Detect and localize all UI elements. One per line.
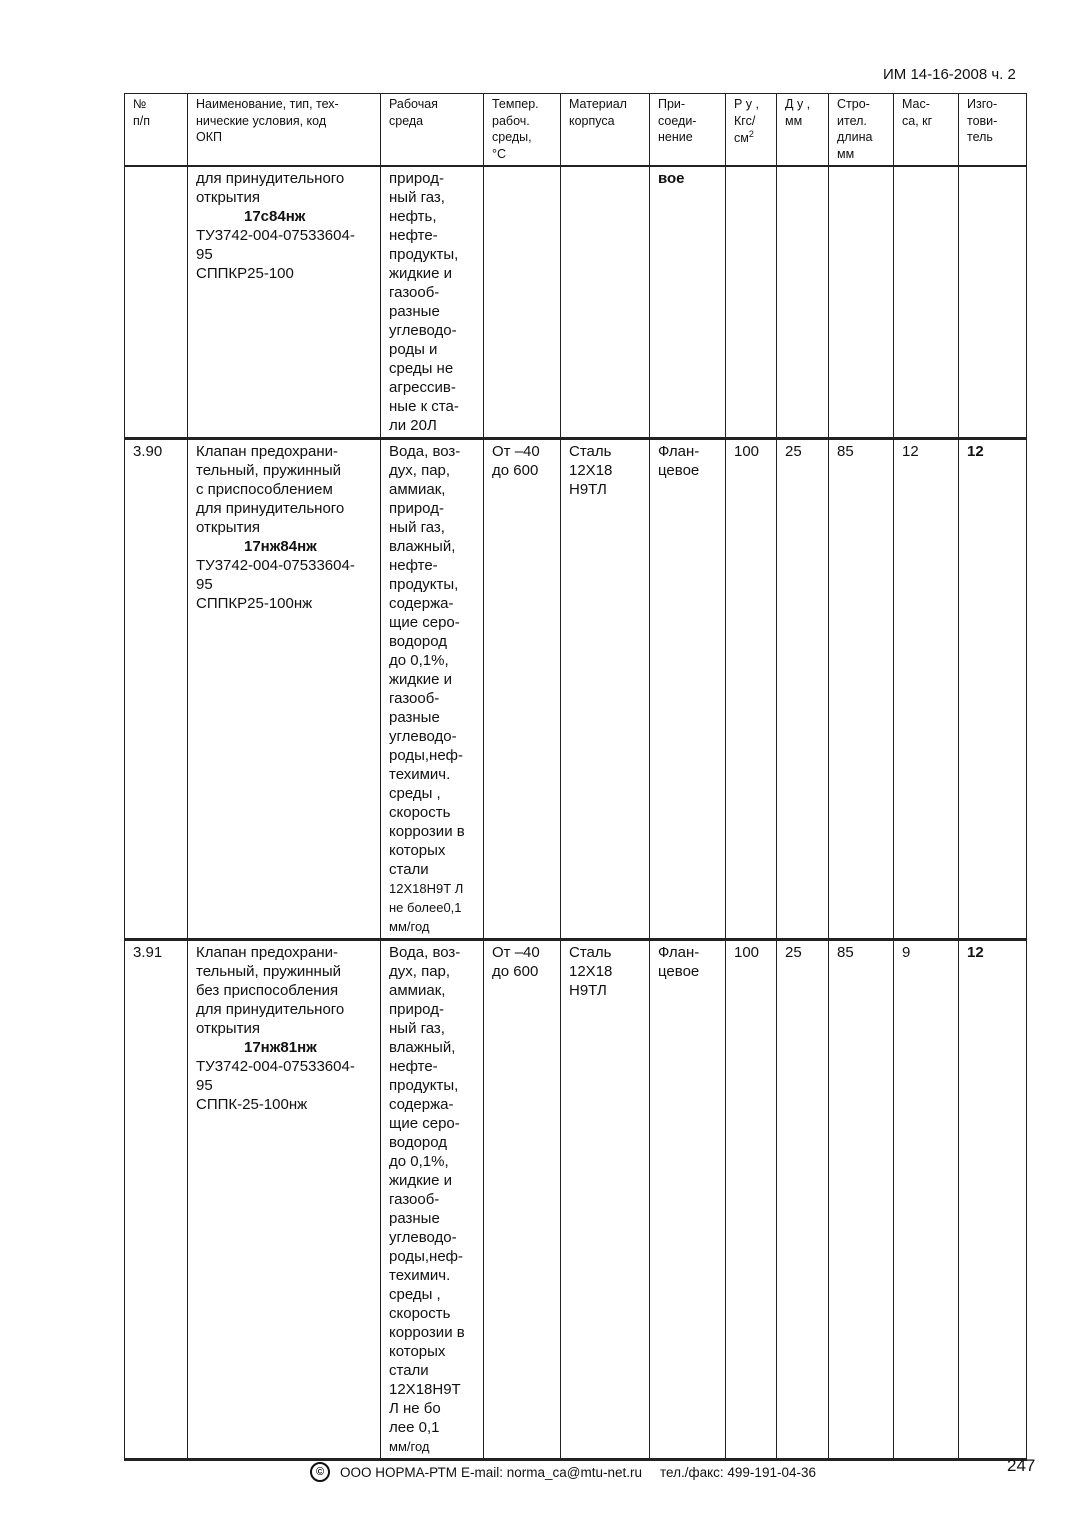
page-number: 247 bbox=[1007, 1456, 1036, 1475]
cell-length: 85 bbox=[829, 438, 894, 939]
model-code: 17с84нж bbox=[244, 207, 306, 225]
cell-material bbox=[561, 166, 650, 439]
model-code: 17нж84нж bbox=[244, 537, 317, 555]
header-material: Материал корпуса bbox=[561, 94, 650, 166]
copyright-icon: © bbox=[310, 1462, 330, 1482]
cell-diameter: 25 bbox=[777, 939, 829, 1459]
footer bbox=[310, 1462, 816, 1482]
footer-phone: тел./факс: 499-191-04-36 bbox=[660, 1464, 816, 1480]
header-pressure-label: Р у , Кгс/ см bbox=[734, 97, 760, 146]
cell-num: 3.91 bbox=[125, 939, 188, 1459]
footer-email: E-mail: norma_ca@mtu-net.ru bbox=[461, 1464, 643, 1480]
cell-connection: Флан- цевое bbox=[650, 939, 726, 1459]
header-medium: Рабочая среда bbox=[381, 94, 484, 166]
valve-spec-table bbox=[124, 93, 1027, 1461]
header-diameter: Д у , мм bbox=[777, 94, 829, 166]
header-name: Наименование, тип, тех- нические условия, код ОКП bbox=[188, 94, 381, 166]
spec-text: ТУ3742-004-07533604- 95 СППК-25-100нж bbox=[196, 1057, 355, 1113]
cell-mass bbox=[894, 166, 959, 439]
table-row bbox=[125, 939, 1027, 1459]
table-row bbox=[125, 438, 1027, 939]
cell-mass: 9 bbox=[894, 939, 959, 1459]
cell-pressure: 100 bbox=[726, 939, 777, 1459]
medium-text: Вода, воз- дух, пар, аммиак, природ- ный газ, влажный, нефте- продукты, содержа- щие серо- водород до 0,1%, жидкие и газооб- разные углеводо- роды,неф- техимич. среды , скорость коррозии в которых стали 12Х18Н9Т Л не бо лее 0,1 bbox=[389, 943, 465, 1436]
document-code: ИМ 14-16-2008 ч. 2 bbox=[883, 66, 1016, 83]
cell-maker: 12 bbox=[959, 939, 1027, 1459]
header-num: № п/п bbox=[125, 94, 188, 166]
cell-pressure: 100 bbox=[726, 438, 777, 939]
name-text: Клапан предохрани- тельный, пружинный с приспособлением для принудительного открытия bbox=[196, 442, 345, 536]
cell-temp: От –40 до 600 bbox=[484, 438, 561, 939]
cell-medium bbox=[381, 939, 484, 1459]
cell-material: Сталь 12Х18 Н9ТЛ bbox=[561, 438, 650, 939]
cell-material: Сталь 12Х18 Н9ТЛ bbox=[561, 939, 650, 1459]
name-text: Клапан предохрани- тельный, пружинный без приспособления для принудительного открытия bbox=[196, 943, 345, 1037]
table-header-row bbox=[125, 94, 1027, 166]
cell-maker bbox=[959, 166, 1027, 439]
header-pressure bbox=[726, 94, 777, 166]
footer-company: ООО НОРМА-РТМ bbox=[340, 1464, 457, 1480]
medium-text: природ- ный газ, нефть, нефте- продукты, жидкие и газооб- разные углеводо- роды и среды не агрессив- ные к ста- ли 20Л bbox=[389, 169, 459, 434]
medium-note: мм/год bbox=[389, 1438, 430, 1454]
spec-text: ТУ3742-004-07533604- 95 СППКР25-100 bbox=[196, 226, 355, 282]
cell-num: 3.90 bbox=[125, 438, 188, 939]
header-maker: Изго- тови- тель bbox=[959, 94, 1027, 166]
model-code: 17нж81нж bbox=[244, 1038, 317, 1056]
header-temp: Темпер. рабоч. среды, °С bbox=[484, 94, 561, 166]
cell-length bbox=[829, 166, 894, 439]
cell-name bbox=[188, 166, 381, 439]
header-connection: При- соеди- нение bbox=[650, 94, 726, 166]
header-pressure-sup: 2 bbox=[748, 129, 754, 140]
cell-medium bbox=[381, 438, 484, 939]
cell-name bbox=[188, 939, 381, 1459]
header-length: Стро- ител. длина мм bbox=[829, 94, 894, 166]
table-row bbox=[125, 166, 1027, 439]
medium-text: Вода, воз- дух, пар, аммиак, природ- ный газ, влажный, нефте- продукты, содержа- щие серо- водород до 0,1%, жидкие и газооб- разные углеводо- роды,неф- техимич. среды , скорость коррозии в которых стали bbox=[389, 442, 465, 878]
cell-length: 85 bbox=[829, 939, 894, 1459]
cell-pressure bbox=[726, 166, 777, 439]
medium-note: 12Х18Н9Т Л не более0,1 мм/год bbox=[389, 880, 464, 934]
cell-connection: Флан- цевое bbox=[650, 438, 726, 939]
cell-temp: От –40 до 600 bbox=[484, 939, 561, 1459]
cell-name bbox=[188, 438, 381, 939]
name-text: для принудительного открытия bbox=[196, 169, 345, 206]
cell-num bbox=[125, 166, 188, 439]
cell-connection: вое bbox=[650, 166, 726, 439]
cell-diameter bbox=[777, 166, 829, 439]
cell-medium bbox=[381, 166, 484, 439]
header-mass: Мас- са, кг bbox=[894, 94, 959, 166]
spec-text: ТУ3742-004-07533604- 95 СППКР25-100нж bbox=[196, 556, 355, 612]
cell-temp bbox=[484, 166, 561, 439]
cell-diameter: 25 bbox=[777, 438, 829, 939]
cell-mass: 12 bbox=[894, 438, 959, 939]
cell-maker: 12 bbox=[959, 438, 1027, 939]
